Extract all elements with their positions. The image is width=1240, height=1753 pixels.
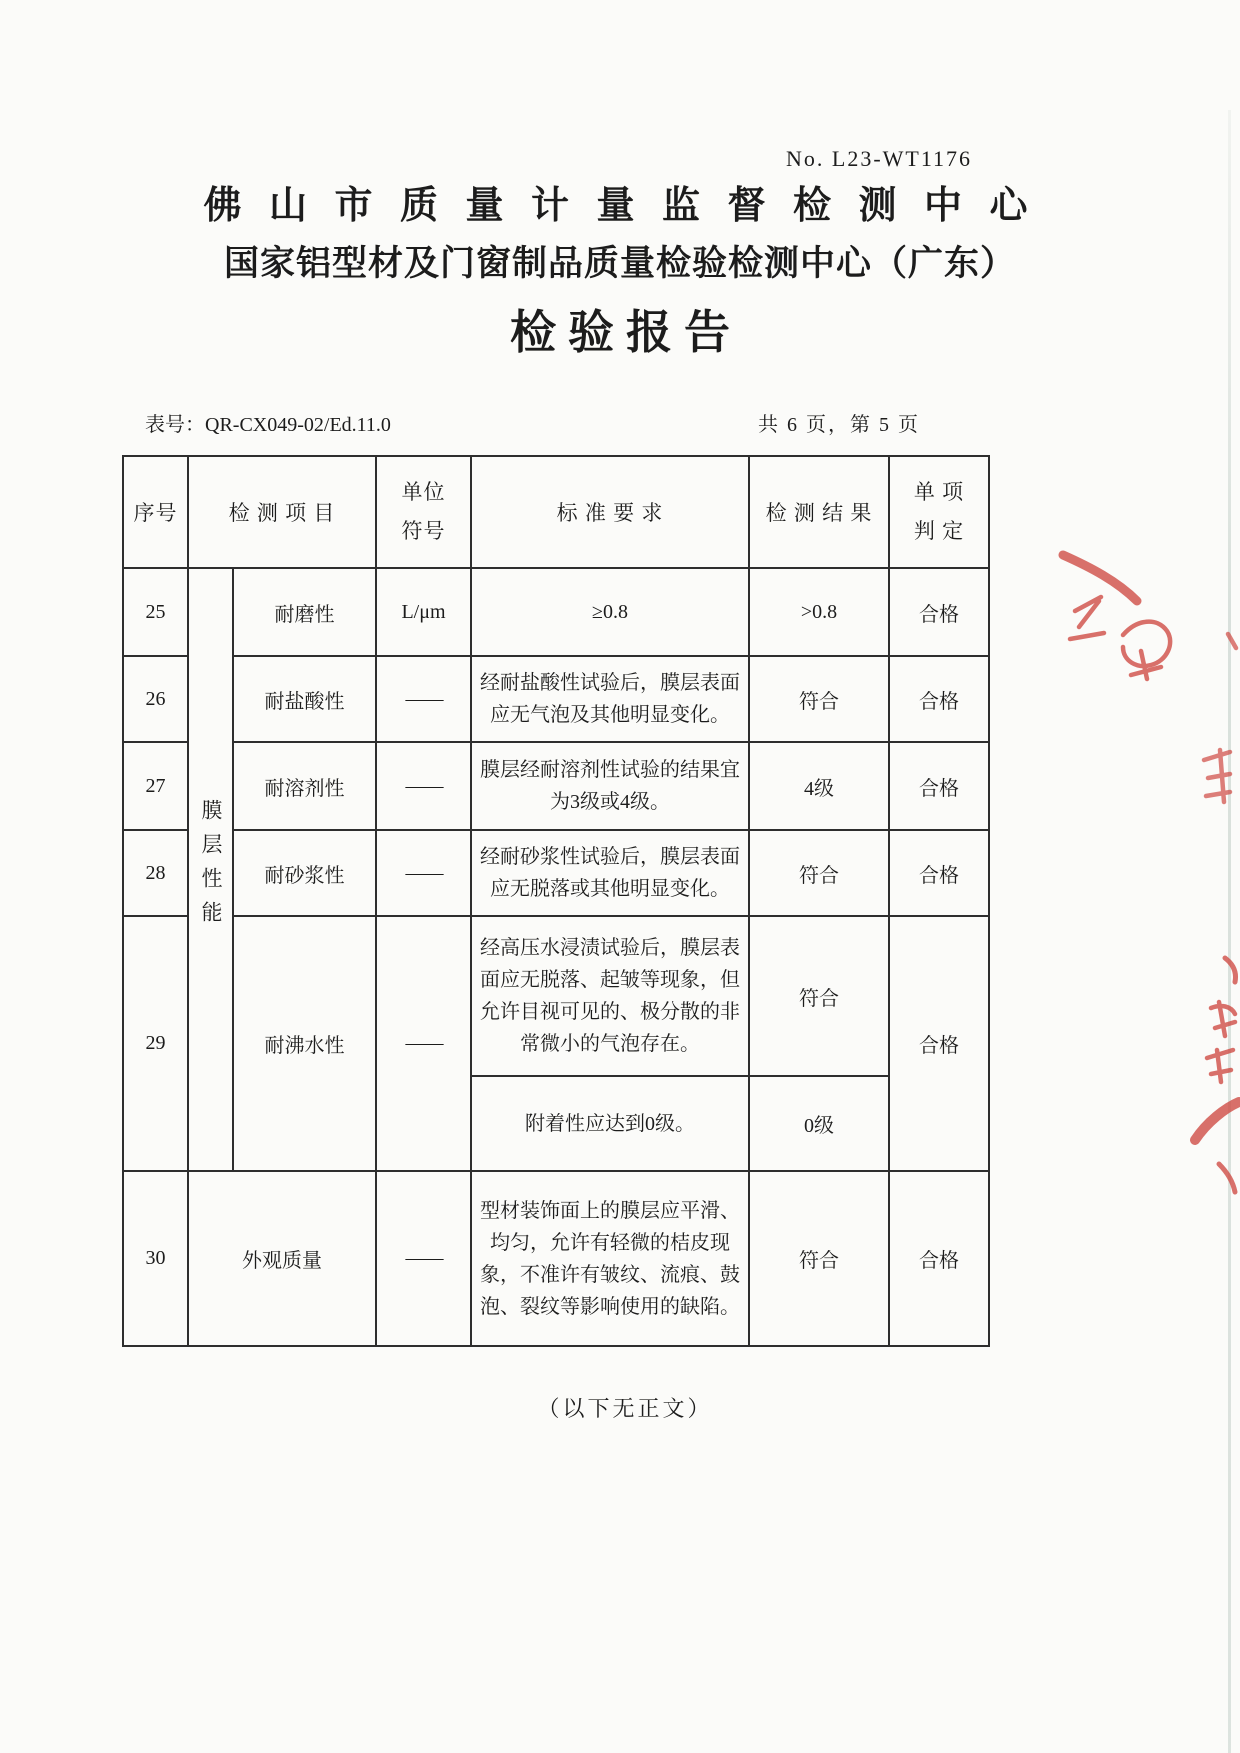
cell-judge: 合格 — [889, 742, 989, 830]
cell-seq: 30 — [123, 1171, 188, 1346]
pagination: 共 6 页，第 5 页 — [758, 414, 920, 436]
header-unit — [376, 456, 471, 568]
cell-result-b: 0级 — [749, 1076, 889, 1171]
report-title: 检验报告 — [510, 305, 742, 359]
cell-result: >0.8 — [749, 568, 889, 656]
table-row-27 — [123, 742, 989, 830]
header-result: 检 测 结 果 — [749, 456, 889, 568]
stamp-fragment-upper — [1045, 515, 1240, 715]
cell-unit: —— — [376, 830, 471, 916]
cell-result: 符合 — [749, 1171, 889, 1346]
table-row-25 — [123, 568, 989, 656]
cell-standard: 膜层经耐溶剂性试验的结果宜为3级或4级。 — [471, 742, 749, 830]
cell-judge: 合格 — [889, 830, 989, 916]
cell-item: 耐砂浆性 — [233, 830, 376, 916]
header-seq: 序号 — [123, 456, 188, 568]
header-unit-line2: 符号 — [401, 519, 446, 543]
cell-standard: ≥0.8 — [471, 568, 749, 656]
header-judge — [889, 456, 989, 568]
cell-unit: —— — [376, 656, 471, 742]
header-standard: 标 准 要 求 — [471, 456, 749, 568]
table-row-28 — [123, 830, 989, 916]
cell-judge: 合格 — [889, 916, 989, 1171]
cell-standard: 经耐砂浆性试验后，膜层表面应无脱落或其他明显变化。 — [471, 830, 749, 916]
cell-seq: 29 — [123, 916, 188, 1171]
cell-unit: L/μm — [376, 568, 471, 656]
header-item: 检 测 项 目 — [188, 456, 376, 568]
stamp-fragment-middle — [1192, 628, 1240, 828]
header-unit-line1: 单位 — [401, 480, 446, 505]
cell-standard-a: 经高压水浸渍试验后，膜层表面应无脱落、起皱等现象，但允许目视可见的、极分散的非常微小的气泡存在。 — [471, 916, 749, 1076]
cell-unit: —— — [376, 916, 471, 1171]
cell-item: 外观质量 — [188, 1171, 376, 1346]
cell-judge: 合格 — [889, 656, 989, 742]
cell-result: 符合 — [749, 830, 889, 916]
org-title-sub: 国家铝型材及门窗制品质量检验检测中心（广东） — [223, 244, 1016, 283]
stamp-fragment-lower — [1185, 950, 1240, 1200]
table-row-26 — [123, 656, 989, 742]
cell-seq: 27 — [123, 742, 188, 830]
cell-item: 耐盐酸性 — [233, 656, 376, 742]
cell-unit: —— — [376, 742, 471, 830]
cell-unit: —— — [376, 1171, 471, 1346]
cell-result: 符合 — [749, 656, 889, 742]
cell-item: 耐沸水性 — [233, 916, 376, 1171]
header-judge-line1: 单 项 — [913, 480, 965, 505]
cell-seq: 25 — [123, 568, 188, 656]
inspection-results-table — [122, 455, 990, 1347]
cell-standard-b: 附着性应达到0级。 — [471, 1076, 749, 1171]
cell-item: 耐磨性 — [233, 568, 376, 656]
cell-standard: 型材装饰面上的膜层应平滑、均匀，允许有轻微的桔皮现象，不准许有皱纹、流痕、鼓泡、裂纹等影响使用的缺陷。 — [471, 1171, 749, 1346]
end-of-text-note: （以下无正文） — [537, 1396, 713, 1421]
table-header-row — [123, 456, 989, 568]
form-number: 表号：QR-CX049-02/Ed.11.0 — [145, 414, 391, 436]
cell-judge: 合格 — [889, 568, 989, 656]
report-number: No. L23-WT1176 — [786, 146, 973, 171]
cell-result: 4级 — [749, 742, 889, 830]
cell-result-a: 符合 — [749, 916, 889, 1076]
meta-row — [145, 408, 920, 437]
cell-seq: 28 — [123, 830, 188, 916]
cell-judge: 合格 — [889, 1171, 989, 1346]
cell-category-film-performance — [188, 568, 233, 1171]
table-row-30 — [123, 1171, 989, 1346]
cell-item: 耐溶剂性 — [233, 742, 376, 830]
table-row-29-part1 — [123, 916, 989, 1076]
cell-seq: 26 — [123, 656, 188, 742]
org-title-main: 佛 山 市 质 量 计 量 监 督 检 测 中 心 — [203, 185, 1037, 227]
category-vertical-label: 膜层性能 — [199, 798, 223, 935]
cell-standard: 经耐盐酸性试验后，膜层表面应无气泡及其他明显变化。 — [471, 656, 749, 742]
header-judge-line2: 判 定 — [913, 519, 965, 543]
